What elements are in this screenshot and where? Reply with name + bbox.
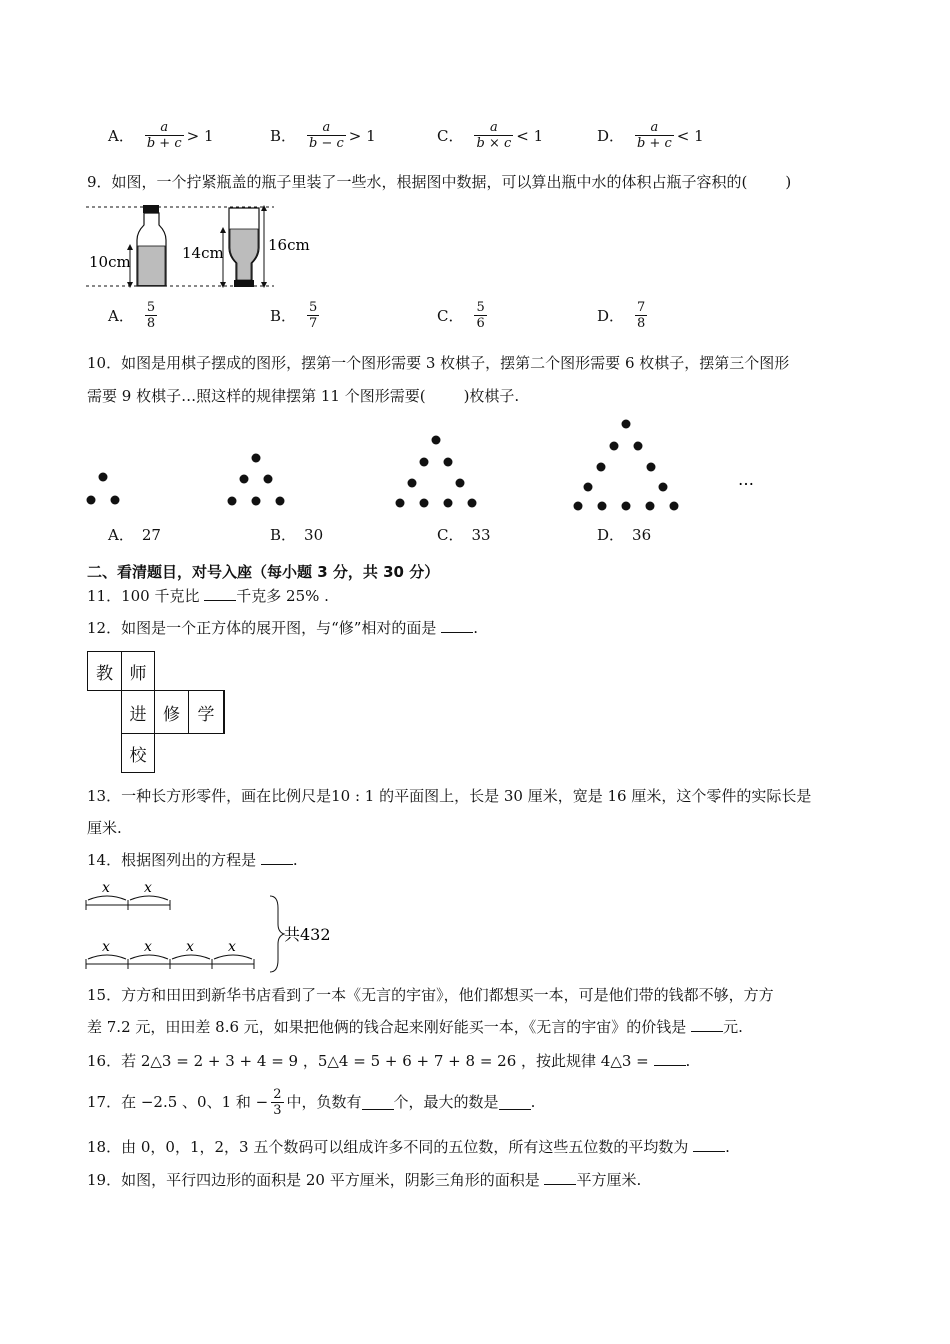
pattern-2 — [228, 454, 285, 506]
net-cell: 学 — [188, 690, 225, 734]
answer-blank[interactable] — [261, 850, 293, 865]
q10-option-b: B． 30 — [270, 525, 324, 544]
option-label: D． — [597, 127, 625, 145]
bottle-cap-inverted — [234, 280, 254, 287]
q9-option-a — [108, 300, 160, 331]
answer-blank[interactable] — [362, 1095, 394, 1110]
answer-blank[interactable] — [544, 1170, 576, 1185]
label-14cm: 14cm — [182, 244, 224, 262]
var-x: x — [228, 939, 236, 955]
option-label: C． — [437, 307, 464, 325]
section-heading: 二、看清题目，对号入座（每小题 3 分，共 30 分） — [87, 563, 440, 581]
q12: 12．如图是一个正方体的展开图，与“修”相对的面是 . — [87, 619, 478, 637]
q11: 11．100 千克比 千克多 25% . — [87, 587, 329, 605]
var-x: x — [102, 880, 110, 896]
q10-option-c: C． 33 — [437, 525, 491, 544]
net-cell: 师 — [121, 651, 155, 691]
option-label: B． — [270, 127, 297, 145]
total-label: 共432 — [284, 925, 331, 944]
relation: < 1 — [676, 126, 704, 145]
fraction: $\frac{a}{b + c}$ — [146, 120, 182, 151]
q8-option-d — [597, 120, 704, 151]
q10-option-d: D． 36 — [597, 525, 652, 544]
chess-pattern-figure — [80, 415, 780, 520]
q8-option-b — [270, 120, 376, 151]
q15-line1: 15．方方和田田到新华书店看到了一本《无言的宇宙》，他们都想买一本，可是他们带的钱都不够，方方 — [87, 986, 774, 1004]
bottle-figure — [84, 200, 310, 292]
fraction: $\frac{a}{b + c}$ — [637, 120, 672, 151]
q9-option-b — [270, 300, 322, 331]
option-label: C． — [437, 127, 464, 145]
answer-blank[interactable] — [499, 1095, 531, 1110]
var-x: x — [186, 939, 194, 955]
var-x: x — [144, 939, 152, 955]
answer-blank[interactable] — [693, 1137, 725, 1152]
answer-blank[interactable] — [654, 1051, 686, 1066]
net-cell: 教 — [87, 651, 122, 691]
q13-line2: 厘米. — [87, 819, 122, 837]
option-label: B． — [270, 307, 297, 325]
relation: > 1 — [186, 126, 214, 145]
fraction: $\frac{a}{b - c}$ — [309, 120, 344, 151]
water-upright — [138, 246, 165, 286]
q17: 17．在 −2.5 、0、1 和 − $\frac{2}{3}$ 中，负数有 个，最大的数是 . — [87, 1086, 536, 1118]
net-cell: 校 — [121, 733, 155, 773]
q15-line2: 差 7.2 元，田田差 8.6 元，如果把他俩的钱合起来刚好能买一本，《无言的宇宙》的价钱是 元. — [87, 1018, 743, 1036]
label-16cm: 16cm — [268, 236, 310, 254]
fraction: $\frac{a}{b \times c}$ — [476, 120, 512, 151]
answer-blank[interactable] — [441, 618, 473, 633]
fraction: $\frac{2}{3}$ — [273, 1086, 282, 1118]
fraction: $\frac{5}{6}$ — [476, 300, 485, 331]
q18: 18．由 0，0，1，2，3 五个数码可以组成许多不同的五位数，所有这些五位数的平均数为 . — [87, 1138, 730, 1156]
option-label: D． — [597, 307, 625, 325]
q10-option-a: A． 27 — [108, 525, 161, 544]
fraction: $\frac{5}{7}$ — [309, 300, 318, 331]
var-x: x — [102, 939, 110, 955]
q10-stem-line1: 10．如图是用棋子摆成的图形，摆第一个图形需要 3 枚棋子，摆第二个图形需要 6 枚棋子，摆第三个图形 — [87, 354, 790, 372]
option-label: A． — [108, 127, 134, 145]
q13-line1: 13．一种长方形零件，画在比例尺是10 : 1 的平面图上，长是 30 厘米，宽是 16 厘米，这个零件的实际长是 — [87, 787, 812, 805]
q19: 19．如图，平行四边形的面积是 20 平方厘米，阴影三角形的面积是 平方厘米. — [87, 1171, 642, 1189]
q9-option-d — [597, 300, 650, 331]
segment-diagram — [82, 876, 342, 976]
answer-blank[interactable] — [691, 1017, 723, 1032]
water-inverted — [230, 229, 258, 280]
fraction: $\frac{5}{8}$ — [146, 300, 156, 331]
q16: 16．若 2△3 = 2 + 3 + 4 = 9 ，5△4 = 5 + 6 + 7 + 8 = 26 ，按此规律 4△3 = . — [87, 1052, 691, 1070]
bottle-cap — [143, 205, 159, 213]
q9-stem: 9．如图，一个拧紧瓶盖的瓶子里装了一些水，根据图中数据，可以算出瓶中水的体积占瓶子容积的( ) — [87, 173, 792, 191]
relation: < 1 — [516, 126, 544, 145]
q8-option-a — [108, 120, 214, 151]
option-label: A． — [108, 307, 134, 325]
net-cell: 进 — [121, 690, 155, 734]
q8-option-c — [437, 120, 543, 151]
q14: 14．根据图列出的方程是 . — [87, 851, 298, 869]
pattern-3 — [396, 436, 477, 508]
q10-stem-line2: 需要 9 枚棋子…照这样的规律摆第 11 个图形需要( )枚棋子. — [87, 387, 520, 405]
pattern-1 — [87, 473, 120, 505]
fraction: $\frac{7}{8}$ — [637, 300, 646, 331]
q9-option-c — [437, 300, 490, 331]
var-x: x — [144, 880, 152, 896]
net-cell: 修 — [154, 690, 189, 734]
pattern-4 — [574, 420, 679, 511]
answer-blank[interactable] — [204, 586, 236, 601]
ellipsis: … — [738, 470, 754, 489]
label-10cm: 10cm — [89, 253, 131, 271]
relation: > 1 — [348, 126, 376, 145]
